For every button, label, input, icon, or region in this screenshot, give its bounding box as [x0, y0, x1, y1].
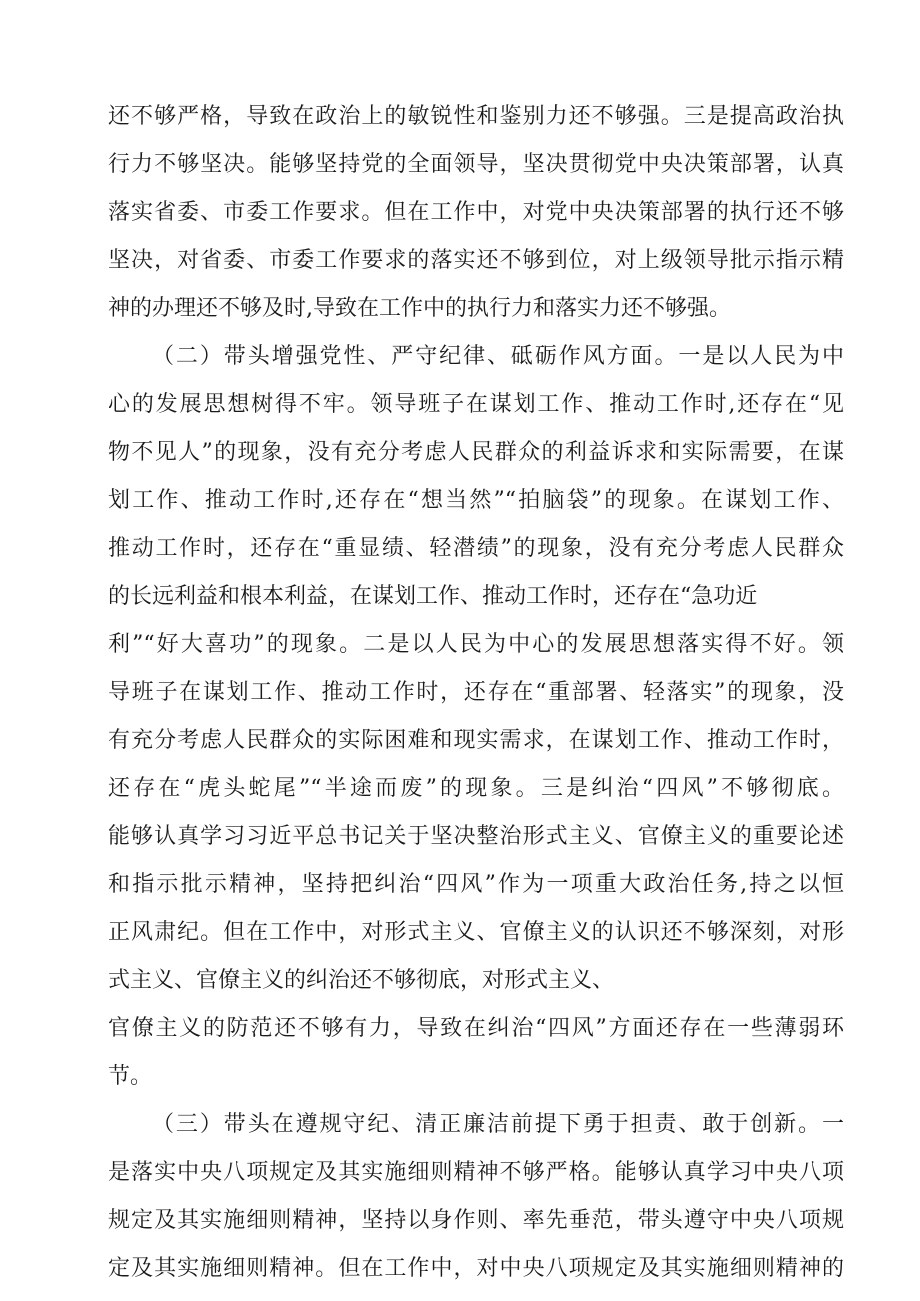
- text-line-25: 定及其实施细则精神。但在工作中，对中央八项规定及其实施细则精神的: [108, 1256, 844, 1281]
- text-line-7: 心的发展思想树得不牢。领导班子在谋划工作、推动工作时,还存在“见: [108, 392, 844, 417]
- text-line-9: 划工作、推动工作时,还存在“想当然”“拍脑袋”的现象。在谋划工作、: [108, 488, 844, 513]
- text-line-21: 节。: [108, 1064, 153, 1089]
- text-line-3: 落实省委、市委工作要求。但在工作中，对党中央决策部署的执行还不够: [108, 200, 844, 225]
- text-line-5: 神的办理还不够及时,导致在工作中的执行力和落实力还不够强。: [108, 296, 731, 321]
- text-line-23: 是落实中央八项规定及其实施细则精神不够严格。能够认真学习中央八项: [108, 1160, 844, 1185]
- text-line-17: 和指示批示精神，坚持把纠治“四风”作为一项重大政治任务,持之以恒: [108, 872, 844, 897]
- text-line-24: 规定及其实施细则精神，坚持以身作则、率先垂范，带头遵守中央八项规: [108, 1208, 844, 1233]
- text-line-20: 官僚主义的防范还不够有力，导致在纠治“四风”方面还存在一些薄弱环: [108, 1016, 844, 1041]
- text-line-10: 推动工作时，还存在“重显绩、轻潜绩”的现象，没有充分考虑人民群众: [108, 536, 844, 561]
- text-line-16: 能够认真学习习近平总书记关于坚决整治形式主义、官僚主义的重要论述: [108, 824, 844, 849]
- section-three-heading-line: （三）带头在遵规守纪、清正廉洁前提下勇于担责、敢于创新。一: [152, 1112, 844, 1137]
- text-line-19: 式主义、官僚主义的纠治还不够彻底，对形式主义、: [108, 968, 615, 993]
- section-two-heading-line: （二）带头增强党性、严守纪律、砥砺作风方面。一是以人民为中: [152, 344, 844, 369]
- text-line-11: 的长远利益和根本利益，在谋划工作、推动工作时，还存在“急功近: [108, 584, 758, 609]
- text-line-13: 导班子在谋划工作、推动工作时，还存在“重部署、轻落实”的现象，没: [108, 680, 844, 705]
- text-line-8: 物不见人”的现象，没有充分考虑人民群众的利益诉求和实际需要，在谋: [108, 440, 844, 465]
- text-line-18: 正风肃纪。但在工作中，对形式主义、官僚主义的认识还不够深刻，对形: [108, 920, 844, 945]
- text-line-4: 坚决，对省委、市委工作要求的落实还不够到位，对上级领导批示指示精: [108, 248, 844, 273]
- text-line-1: 还不够严格，导致在政治上的敏锐性和鉴别力还不够强。三是提高政治执: [108, 104, 844, 129]
- text-line-2: 行力不够坚决。能够坚持党的全面领导，坚决贯彻党中央决策部署，认真: [108, 152, 844, 177]
- text-line-15: 还存在“虎头蛇尾”“半途而废”的现象。三是纠治“四风”不够彻底。: [108, 776, 844, 801]
- text-line-12: 利”“好大喜功”的现象。二是以人民为中心的发展思想落实得不好。领: [108, 632, 844, 657]
- text-line-14: 有充分考虑人民群众的实际困难和现实需求，在谋划工作、推动工作时，: [108, 728, 844, 753]
